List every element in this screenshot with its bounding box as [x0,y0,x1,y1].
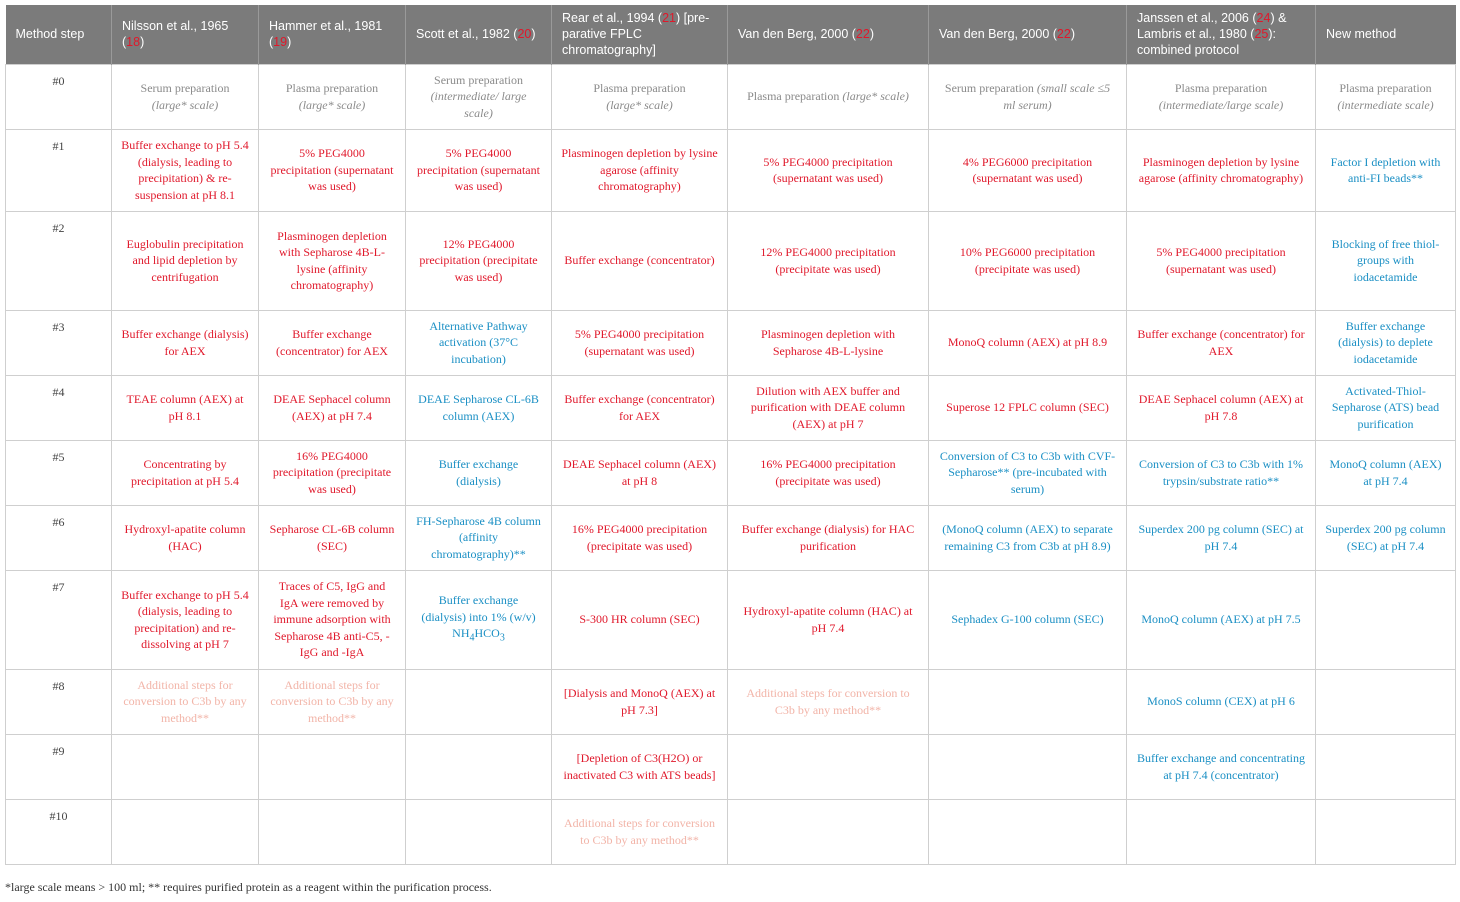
table-cell: Plasma preparation (large* scale) [259,64,406,129]
table-cell: Superdex 200 pg column (SEC) at pH 7.4 [1127,505,1316,570]
step-cell: #9 [6,734,112,799]
table-cell [406,734,552,799]
table-cell: [Dialysis and MonoQ (AEX) at pH 7.3] [552,669,728,734]
table-cell [259,799,406,864]
table-cell: Superose 12 FPLC column (SEC) [929,375,1127,440]
table-row [6,799,1456,864]
step-cell: #8 [6,669,112,734]
table-cell [1316,669,1456,734]
table-cell: 12% PEG4000 precipitation (precipitate was used) [728,211,929,310]
table-cell: MonoQ column (AEX) at pH 8.9 [929,310,1127,375]
table-cell: Buffer exchange to pH 5.4 (dialysis, leading to precipitation) and re-dissolving at pH 7 [112,570,259,669]
citation-ref[interactable]: 21 [662,11,676,26]
table-cell [728,799,929,864]
table-cell [1316,570,1456,669]
header-rear: Rear et al., 1994 (21) [pre-parative FPLC chromatography] [552,5,728,64]
citation-ref[interactable]: 18 [126,35,141,50]
table-cell: 5% PEG4000 precipitation (supernatant was used) [1127,211,1316,310]
table-cell [1316,799,1456,864]
table-cell [112,799,259,864]
table-cell: TEAE column (AEX) at pH 8.1 [112,375,259,440]
table-cell: 16% PEG4000 precipitation (precipitate was used) [728,440,929,505]
table-cell: Dilution with AEX buffer and purification with DEAE column (AEX) at pH 7 [728,375,929,440]
table-cell: S-300 HR column (SEC) [552,570,728,669]
table-cell: 12% PEG4000 precipitation (precipitate was used) [406,211,552,310]
table-cell: Buffer exchange (dialysis) into 1% (w/v) $NH_4HCO_3$ [406,570,552,669]
table-cell: Plasminogen depletion with Sepharose 4B-L-lysine (affinity chromatography) [259,211,406,310]
step-cell: #6 [6,505,112,570]
step-cell: #10 [6,799,112,864]
table-cell: Serum preparation (large* scale) [112,64,259,129]
table-cell: Additional steps for conversion to C3b by any method** [112,669,259,734]
table-row [6,570,1456,669]
table-cell: Plasma preparation (large* scale) [552,64,728,129]
table-row [6,669,1456,734]
table-cell [929,669,1127,734]
table-cell: Additional steps for conversion to C3b by any method** [728,669,929,734]
step-cell: #4 [6,375,112,440]
table-cell: Sepharose CL-6B column (SEC) [259,505,406,570]
step-cell: #3 [6,310,112,375]
table-row [6,505,1456,570]
table-cell: Additional steps for conversion to C3b by any method** [552,799,728,864]
table-row [6,211,1456,310]
citation-ref[interactable]: 20 [517,27,532,42]
table-cell: Buffer exchange (dialysis) to deplete iodacetamide [1316,310,1456,375]
table-cell [929,799,1127,864]
table-cell: MonoS column (CEX) at pH 6 [1127,669,1316,734]
table-cell [406,799,552,864]
table-cell: Buffer exchange (dialysis) for HAC purification [728,505,929,570]
table-cell: Additional steps for conversion to C3b by any method** [259,669,406,734]
table-cell [929,734,1127,799]
table-cell: FH-Sepharose 4B column (affinity chromatography)** [406,505,552,570]
citation-ref[interactable]: 24 [1256,11,1271,26]
table-cell: Buffer exchange (concentrator) for AEX [552,375,728,440]
citation-ref[interactable]: 22 [855,27,870,42]
table-cell: Conversion of C3 to C3b with 1% trypsin/substrate ratio** [1127,440,1316,505]
step-cell: #0 [6,64,112,129]
table-cell: Traces of C5, IgG and IgA were removed by immune adsorption with Sepharose 4B anti-C5, -IgG and -IgA [259,570,406,669]
table-cell: Activated-Thiol-Sepharose (ATS) bead purification [1316,375,1456,440]
step-cell: #5 [6,440,112,505]
table-cell: Serum preparation (small scale ≤5 ml serum) [929,64,1127,129]
header-method-step: Method step [6,5,112,64]
step-cell: #7 [6,570,112,669]
table-cell: Euglobulin precipitation and lipid depletion by centrifugation [112,211,259,310]
table-row [6,64,1456,129]
header-hammer: Hammer et al., 1981 (19) [259,5,406,64]
header-nilsson: Nilsson et al., 1965 (18) [112,5,259,64]
table-cell: Buffer exchange (dialysis) [406,440,552,505]
table-cell: Serum preparation (intermediate/ large scale) [406,64,552,129]
header-row [6,5,1456,64]
table-cell: Factor I depletion with anti-FI beads** [1316,129,1456,211]
table-cell: Buffer exchange and concentrating at pH 7.4 (concentrator) [1127,734,1316,799]
table-row [6,129,1456,211]
table-cell: Sephadex G-100 column (SEC) [929,570,1127,669]
table-cell: DEAE Sepharose CL-6B column (AEX) [406,375,552,440]
table-cell: 5% PEG4000 precipitation (supernatant was used) [552,310,728,375]
table-cell [728,734,929,799]
table-cell: Plasminogen depletion by lysine agarose (affinity chromatography) [1127,129,1316,211]
table-cell: 16% PEG4000 precipitation (precipitate was used) [259,440,406,505]
table-cell: MonoQ column (AEX) at pH 7.5 [1127,570,1316,669]
table-cell: Blocking of free thiol-groups with iodacetamide [1316,211,1456,310]
header-van-den-berg-2: Van den Berg, 2000 (22) [929,5,1127,64]
table-cell [1127,799,1316,864]
table-cell: Conversion of C3 to C3b with CVF-Sepharose** (pre-incubated with serum) [929,440,1127,505]
table-cell: Plasma preparation (intermediate scale) [1316,64,1456,129]
header-new-method: New method [1316,5,1456,64]
table-cell: 5% PEG4000 precipitation (supernatant was used) [728,129,929,211]
table-cell: Buffer exchange (concentrator) [552,211,728,310]
table-footnote: *large scale means > 100 ml; ** requires purified protein as a reagent within the purification process. [5,880,492,894]
table-cell: Hydroxyl-apatite column (HAC) at pH 7.4 [728,570,929,669]
table-cell: Plasma preparation (large* scale) [728,64,929,129]
table-cell: 4% PEG6000 precipitation (supernatant was used) [929,129,1127,211]
table-cell: 10% PEG6000 precipitation (precipitate was used) [929,211,1127,310]
table-cell: Alternative Pathway activation (37°C incubation) [406,310,552,375]
table-cell: DEAE Sephacel column (AEX) at pH 7.8 [1127,375,1316,440]
table-cell: Plasma preparation (intermediate/large scale) [1127,64,1316,129]
table-cell [259,734,406,799]
table-cell: 16% PEG4000 precipitation (precipitate was used) [552,505,728,570]
table-cell: 5% PEG4000 precipitation (supernatant was used) [406,129,552,211]
citation-ref[interactable]: 19 [273,35,288,50]
table-cell: Plasminogen depletion with Sepharose 4B-L-lysine [728,310,929,375]
table-row [6,440,1456,505]
header-scott: Scott et al., 1982 (20) [406,5,552,64]
table-cell: DEAE Sephacel column (AEX) at pH 8 [552,440,728,505]
table-cell [406,669,552,734]
header-van-den-berg-1: Van den Berg, 2000 (22) [728,5,929,64]
citation-ref[interactable]: 25 [1254,27,1269,42]
table-cell: Plasminogen depletion by lysine agarose (affinity chromatography) [552,129,728,211]
header-janssen-lambris: Janssen et al., 2006 (24) & Lambris et al., 1980 (25): combined protocol [1127,5,1316,64]
table-cell: (MonoQ column (AEX) to separate remaining C3 from C3b at pH 8.9) [929,505,1127,570]
table-cell: Buffer exchange (concentrator) for AEX [259,310,406,375]
table-cell: DEAE Sephacel column (AEX) at pH 7.4 [259,375,406,440]
table-cell [112,734,259,799]
table-cell: Buffer exchange (dialysis) for AEX [112,310,259,375]
methods-table [5,5,1456,865]
step-cell: #1 [6,129,112,211]
table-row [6,734,1456,799]
table-cell: Hydroxyl-apatite column (HAC) [112,505,259,570]
table-cell: Buffer exchange (concentrator) for AEX [1127,310,1316,375]
table-cell: Buffer exchange to pH 5.4 (dialysis, leading to precipitation) & re-suspension at pH 8.1 [112,129,259,211]
table-row [6,310,1456,375]
table-cell: Concentrating by precipitation at pH 5.4 [112,440,259,505]
table-cell: MonoQ column (AEX) at pH 7.4 [1316,440,1456,505]
table-cell: 5% PEG4000 precipitation (supernatant was used) [259,129,406,211]
step-cell: #2 [6,211,112,310]
table-row [6,375,1456,440]
table-cell: Superdex 200 pg column (SEC) at pH 7.4 [1316,505,1456,570]
table-cell: [Depletion of C3(H2O) or inactivated C3 with ATS beads] [552,734,728,799]
citation-ref[interactable]: 22 [1056,27,1071,42]
table-cell [1316,734,1456,799]
